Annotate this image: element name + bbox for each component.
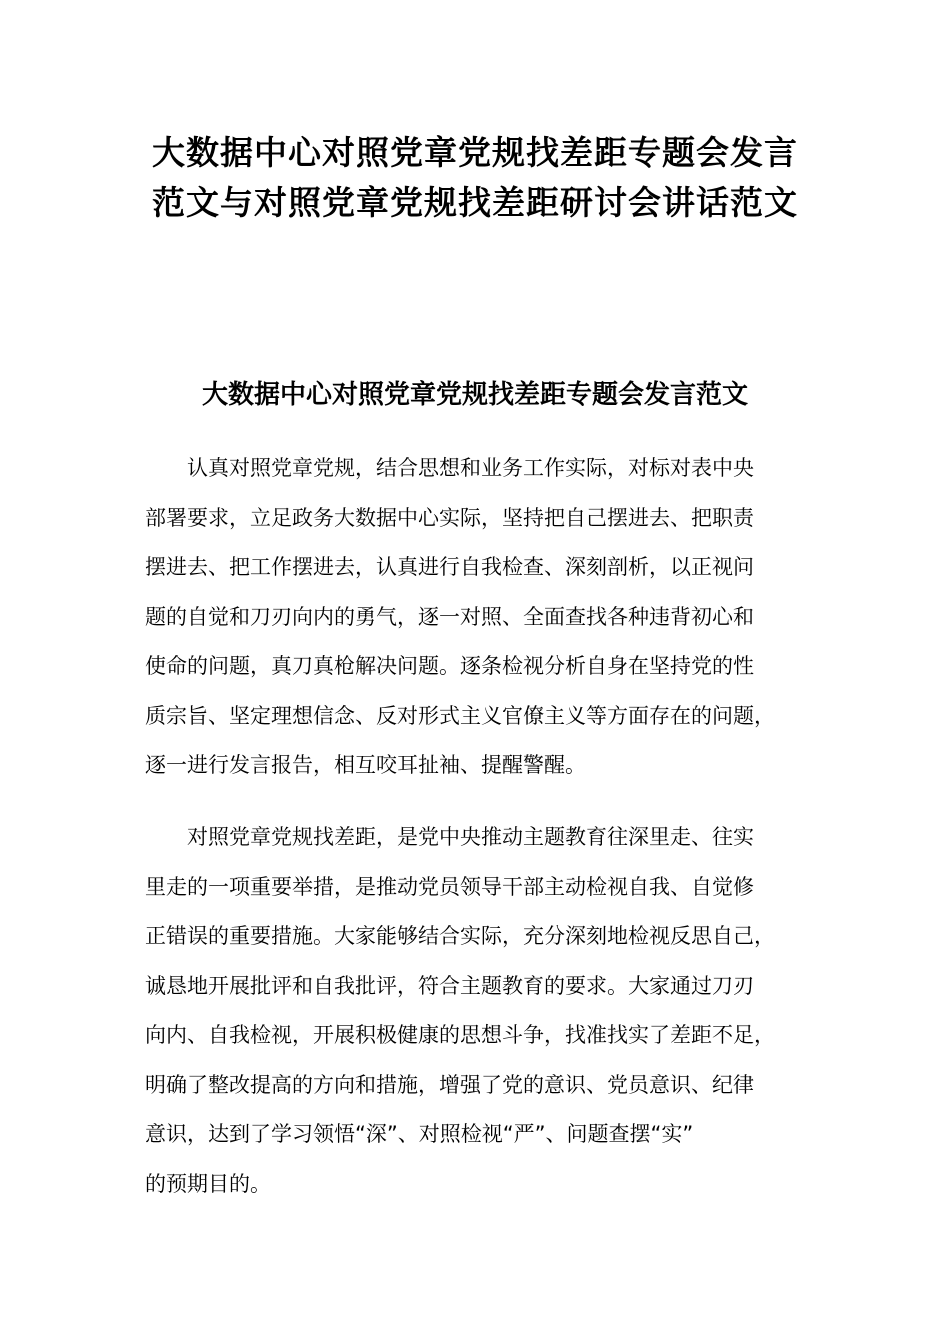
paragraph-2	[145, 813, 805, 1209]
paragraph-line: 质宗旨、坚定理想信念、反对形式主义官僚主义等方面存在的问题，	[145, 703, 775, 728]
section-title: 大数据中心对照党章党规找差距专题会发言范文	[201, 380, 748, 410]
paragraph-line: 里走的一项重要举措，是推动党员领导干部主动检视自我、自觉修	[145, 874, 754, 899]
document-title-line: 大数据中心对照党章党规找差距专题会发言	[152, 133, 798, 172]
paragraph-line: 对照党章党规找差距，是党中央推动主题教育往深里走、往实	[187, 825, 754, 849]
paragraph-line: 诚恳地开展批评和自我批评，符合主题教育的要求。大家通过刀刃	[145, 973, 754, 998]
paragraph-line: 意识，达到了学习领悟“深”、对照检视“严”、问题查摆“实”	[145, 1122, 694, 1146]
paragraph-line: 认真对照党章党规，结合思想和业务工作实际，对标对表中央	[187, 456, 754, 480]
paragraph-line: 题的自觉和刀刃向内的勇气，逐一对照、全面查找各种违背初心和	[145, 604, 754, 629]
paragraph-line: 使命的问题，真刀真枪解决问题。逐条检视分析自身在坚持党的性	[145, 654, 754, 678]
document-title-line: 范文与对照党章党规找差距研讨会讲话范文	[152, 183, 798, 222]
paragraph-line: 正错误的重要措施。大家能够结合实际，充分深刻地检视反思自己，	[145, 924, 775, 948]
paragraph-line: 逐一进行发言报告，相互咬耳扯袖、提醒警醒。	[145, 753, 586, 777]
paragraph-line: 摆进去、把工作摆进去，认真进行自我检查、深刻剖析，以正视问	[145, 555, 754, 579]
paragraph-line: 的预期目的。	[145, 1171, 271, 1196]
paragraph-1	[145, 444, 805, 791]
paragraph-line: 明确了整改提高的方向和措施，增强了党的意识、党员意识、纪律	[145, 1072, 754, 1097]
document-title	[140, 128, 810, 228]
paragraph-line: 部署要求，立足政务大数据中心实际，坚持把自己摆进去、把职责	[145, 505, 754, 530]
paragraph-line: 向内、自我检视，开展积极健康的思想斗争，找准找实了差距不足，	[145, 1023, 775, 1047]
